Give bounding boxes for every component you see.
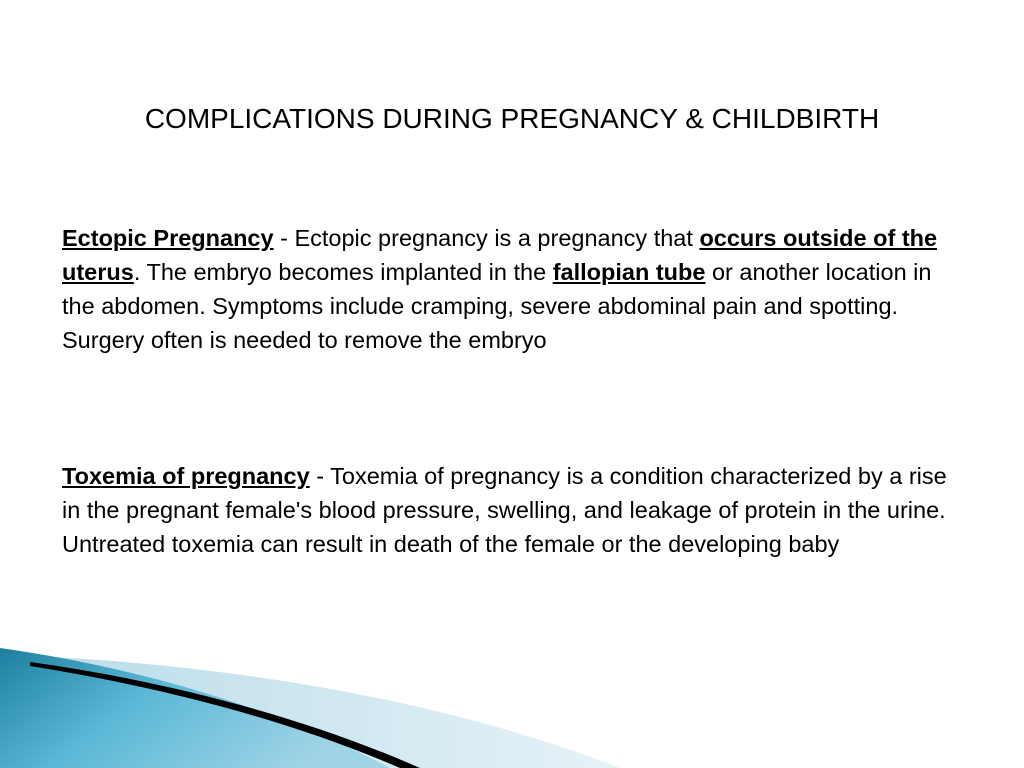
wave-blue-band: [0, 648, 390, 768]
wave-pale-band: [0, 655, 620, 768]
emphasis-outside-uterus: occurs outside of the uterus: [62, 225, 938, 285]
text-segment: - Ectopic pregnancy is a pregnancy that: [273, 225, 700, 251]
text-segment: . The embryo becomes implanted in the: [133, 259, 553, 285]
slide-title: COMPLICATIONS DURING PREGNANCY & CHILDBIRTH: [144, 103, 880, 134]
paragraph-toxemia: [62, 459, 962, 561]
term-ectopic-pregnancy: Ectopic Pregnancy: [62, 225, 274, 251]
paragraph-ectopic-pregnancy: [62, 221, 962, 357]
text-segment: or another location in the abdomen. Symptoms include cramping, severe abdominal pain and spotting. Surgery often is needed to remove the embryo: [62, 259, 932, 353]
wave-black-stripe: [30, 662, 420, 768]
text-segment: - Toxemia of pregnancy is a condition characterized by a rise in the pregnant female's blood pressure, swelling, and leakage of protein in the urine. Untreated toxemia can result in death of the female or the developing baby: [62, 463, 947, 557]
emphasis-fallopian-tube: fallopian tube: [552, 259, 706, 285]
term-toxemia-of-pregnancy: Toxemia of pregnancy: [62, 463, 310, 489]
